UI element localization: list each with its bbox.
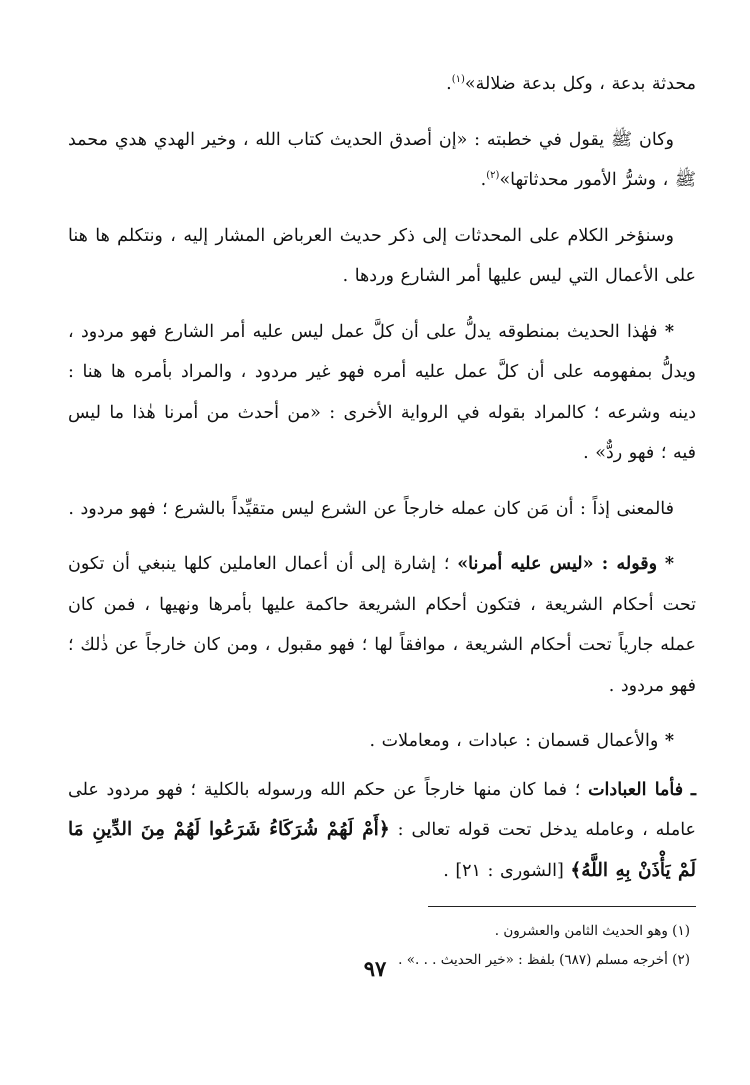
- paragraph-hadith-meaning: [68, 312, 696, 474]
- page-number: ٩٧: [363, 956, 387, 981]
- paragraph-text: والأعمال قسمان : عبادات ، ومعاملات .: [369, 731, 659, 751]
- footnote-divider: [428, 906, 696, 907]
- footnote-number: (١): [672, 923, 690, 939]
- page-body: [68, 64, 696, 975]
- paragraph-not-upon-our-matter: [68, 544, 696, 706]
- asterisk-marker: *: [664, 554, 674, 574]
- paragraph-sermon: [68, 120, 696, 201]
- paragraph-deferral: [68, 216, 696, 297]
- paragraph-deed-types: [68, 721, 696, 762]
- footnote-ref-2: (٢): [486, 170, 500, 182]
- footnote-number: (٢): [672, 952, 690, 968]
- paragraph-tail: .: [446, 74, 452, 94]
- paragraph-tail: .: [480, 170, 487, 190]
- paragraph-continuation: [68, 64, 696, 105]
- asterisk-marker: *: [664, 731, 674, 751]
- paragraph-text: محدثة بدعة ، وكل بدعة ضلالة»: [464, 74, 696, 94]
- paragraph-text: وكان ﷺ يقول في خطبته : «إن أصدق الحديث كتاب الله ، وخير الهدي هدي محمد ﷺ ، وشرُّ الأمور محدثاتها»: [68, 129, 696, 190]
- paragraph-worship: [68, 770, 696, 892]
- footnote-1: [68, 917, 696, 946]
- paragraph-conclusion: [68, 489, 696, 530]
- quran-citation: [الشورى : ٢١] .: [443, 860, 564, 881]
- paragraph-text: ؛ إشارة إلى أن أعمال العاملين كلها ينبغي أن تكون تحت أحكام الشريعة ، فتكون أحكام الشريعة حاكمة عليها بأمرها ونهيها ، فمن كان عمله جارياً تحت أحكام الشريعة ، موافقاً لها ؛ فهو مقبول ، ومن كان خارجاً عن ذٰلك ؛ فهو مردود .: [68, 554, 696, 696]
- paragraph-text: فالمعنى إذاً : أن مَن كان عمله خارجاً عن الشرع ليس متقيِّداً بالشرع ؛ فهو مردود .: [68, 498, 674, 519]
- quran-verse: ﴿أَمْ لَهُمْ شُرَكَاءُ شَرَعُوا لَهُمْ مِنَ الدِّينِ مَا لَمْ يَأْذَنْ بِهِ اللَّهُ﴾: [68, 819, 696, 881]
- paragraph-text: ؛ فما كان منها خارجاً عن حكم الله ورسوله بالكلية ؛ فهو مردود على عامله ، وعامله يدخل تحت قوله تعالى :: [68, 779, 697, 840]
- footnote-text: أخرجه مسلم (٦٨٧) بلفظ : «خير الحديث . . .» .: [398, 952, 668, 968]
- footnote-text: وهو الحديث الثامن والعشرون .: [494, 923, 668, 939]
- dash-marker: ـ: [690, 779, 696, 800]
- paragraph-lead: فأما العبادات: [588, 779, 684, 800]
- paragraph-text: فهٰذا الحديث بمنطوقه يدلُّ على أن كلَّ عمل ليس عليه أمر الشارع فهو مردود ، ويدلُّ بمفهومه على أن كلَّ عمل عليه أمره فهو غير مردود ، والمراد بأمره ها هنا : دينه وشرعه ؛ كالمراد بقوله في الرواية الأخرى : «من أحدث من أمرنا هٰذا ما ليس فيه ؛ فهو ردٌّ» .: [68, 321, 696, 463]
- footnote-ref-1: (١): [451, 74, 465, 86]
- paragraph-lead: وقوله : «ليس عليه أمرنا»: [457, 554, 658, 574]
- asterisk-marker: *: [664, 321, 674, 342]
- paragraph-text: وسنؤخر الكلام على المحدثات إلى ذكر حديث العرباض المشار إليه ، ونتكلم ها هنا على الأعمال التي ليس عليها أمر الشارع وردها .: [68, 225, 696, 286]
